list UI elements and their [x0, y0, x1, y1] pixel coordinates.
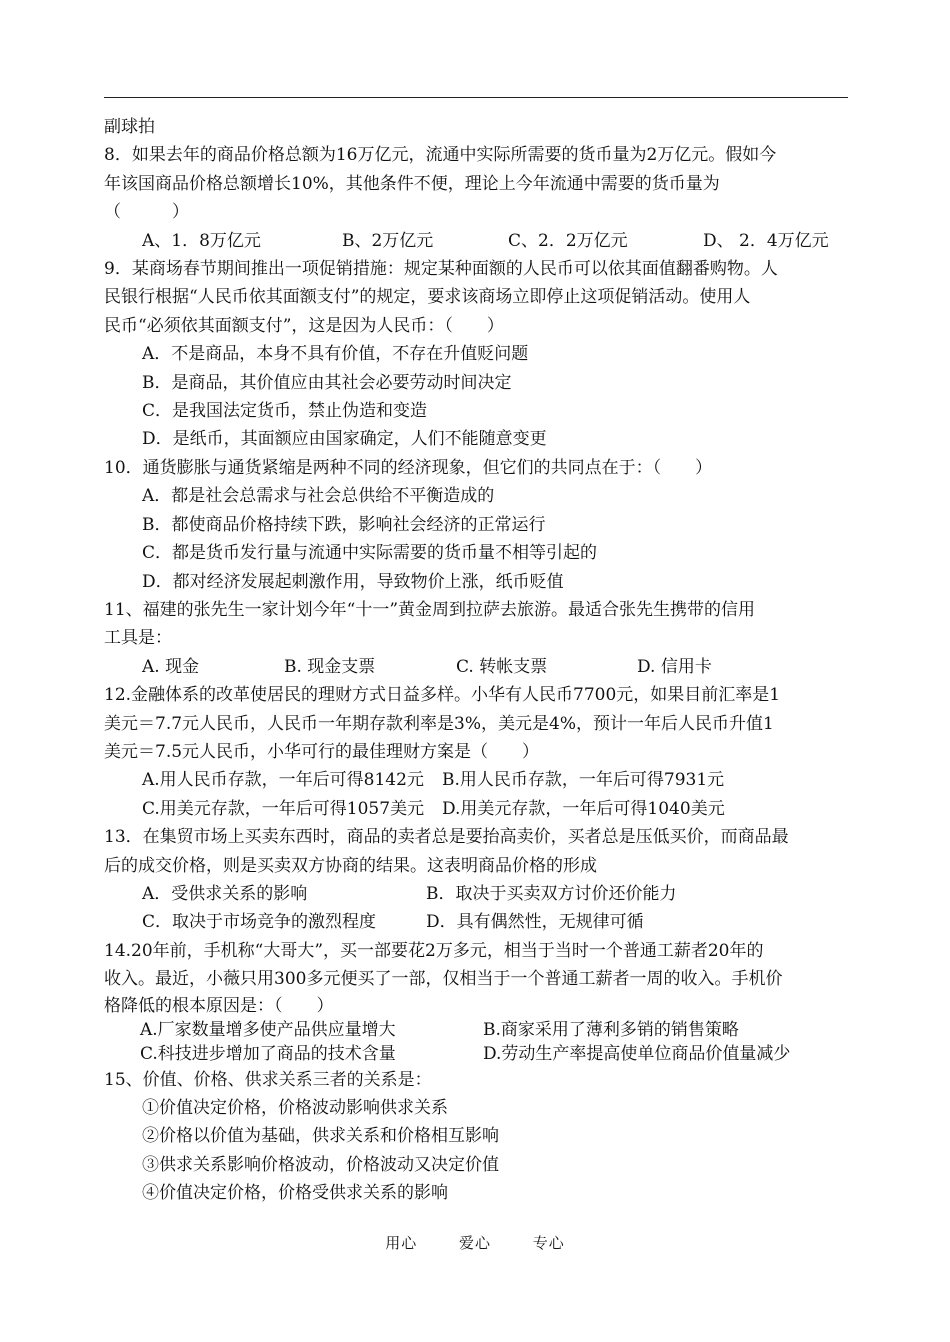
question-text: （ ） [104, 202, 189, 223]
option-d: D．是纸币，其面额应由国家确定，人们不能随意变更 [142, 429, 547, 450]
option-b: B. 现金支票 [284, 656, 376, 677]
option-d: D．都对经济发展起刺激作用，导致物价上涨，纸币贬值 [142, 571, 564, 592]
footer-text: 爱心 [458, 1234, 491, 1252]
option-c: C．取决于市场竞争的激烈程度 [142, 912, 377, 933]
options-row [104, 795, 854, 823]
option-a: A．受供求关系的影响 [142, 883, 308, 904]
question-8 [104, 141, 854, 255]
footer-text: 专心 [532, 1234, 565, 1252]
option-b: B、2万亿元 [342, 230, 434, 251]
option-d: D.用美元存款，一年后可得1040美元 [442, 798, 725, 819]
option-a: A．不是商品，本身不具有价值，不存在升值贬问题 [142, 344, 529, 365]
question-text: 14.20年前，手机称“大哥大”，买一部要花2万多元，相当于当时一个普通工薪者20年的 [104, 940, 764, 961]
option-a: A.用人民币存款，一年后可得8142元 [142, 770, 424, 791]
page-footer [0, 1232, 950, 1253]
question-text: 8．如果去年的商品价格总额为16万亿元，流通中实际所需要的货币量为2万亿元。假如今 [104, 145, 777, 166]
question-11 [104, 596, 854, 681]
option-a: A. 现金 [142, 656, 200, 677]
option-c: C．是我国法定货币，禁止伪造和变造 [142, 401, 428, 422]
question-10 [104, 454, 854, 596]
question-text: 后的成交价格，则是买卖双方协商的结果。这表明商品价格的形成 [104, 855, 597, 876]
document-body [104, 113, 854, 1208]
option-b: B.商家采用了薄利多销的销售策略 [483, 1019, 739, 1040]
option-4: ④价值决定价格，价格受供求关系的影响 [142, 1183, 448, 1204]
question-text: 9．某商场春节期间推出一项促销措施：规定某种面额的人民币可以依其面值翻番购物。人 [104, 259, 778, 280]
option-c: C.用美元存款，一年后可得1057美元 [142, 798, 425, 819]
options-row [104, 908, 854, 936]
question-text: 民币“必须依其面额支付”，这是因为人民币：（ ） [104, 315, 504, 336]
option-c: C．都是货币发行量与流通中实际需要的货币量不相等引起的 [142, 543, 598, 564]
option-b: B．都使商品价格持续下跌，影响社会经济的正常运行 [142, 514, 546, 535]
question-text: 13．在集贸市场上买卖东西时，商品的卖者总是要抬高卖价，买者总是压低买价，而商品最 [104, 827, 789, 848]
options-row [104, 227, 854, 255]
option-a: A．都是社会总需求与社会总供给不平衡造成的 [142, 486, 495, 507]
question-text: 12.金融体系的改革使居民的理财方式日益多样。小华有人民币7700元，如果目前汇率是1 [104, 685, 781, 706]
question-text: 11、福建的张先生一家计划今年“十一”黄金周到拉萨去旅游。最适合张先生携带的信用 [104, 599, 756, 620]
options-row [104, 880, 854, 908]
question-text: 美元＝7.7元人民币，人民币一年期存款利率是3%，美元是4%，预计一年后人民币升值1 [104, 713, 774, 734]
option-a: A.厂家数量增多使产品供应量增大 [140, 1019, 396, 1040]
option-c: C. 转帐支票 [456, 656, 548, 677]
option-3: ③供求关系影响价格波动，价格波动又决定价值 [142, 1154, 499, 1175]
question-9 [104, 255, 854, 454]
option-b: B．取决于买卖双方讨价还价能力 [426, 883, 677, 904]
option-d: D.劳动生产率提高使单位商品价值量减少 [483, 1043, 791, 1064]
question-15 [104, 1066, 854, 1208]
header-rule [104, 97, 848, 98]
question-text: 年该国商品价格总额增长10%，其他条件不便，理论上今年流通中需要的货币量为 [104, 173, 720, 194]
header-fragment: 副球拍 [104, 117, 155, 137]
question-text: 格降低的根本原因是：（ ） [104, 995, 334, 1016]
option-1: ①价值决定价格，价格波动影响供求关系 [142, 1098, 448, 1118]
question-text: 民银行根据“人民币依其面额支付”的规定，要求该商场立即停止这项促销活动。使用人 [104, 287, 751, 308]
option-d: D．具有偶然性，无规律可循 [426, 912, 644, 933]
options-row [104, 653, 854, 681]
option-c: C、2．2万亿元 [508, 230, 628, 251]
question-13 [104, 823, 854, 937]
question-text: 美元＝7.5元人民币，小华可行的最佳理财方案是（ ） [104, 741, 540, 762]
option-b: B．是商品，其价值应由其社会必要劳动时间决定 [142, 372, 512, 393]
option-b: B.用人民币存款，一年后可得7931元 [442, 770, 725, 791]
question-text: 15、价值、价格、供求关系三者的关系是： [104, 1069, 432, 1090]
option-2: ②价格以价值为基础，供求关系和价格相互影响 [142, 1126, 499, 1147]
options-row [104, 1018, 854, 1042]
options-row [104, 766, 854, 794]
question-text: 工具是： [104, 628, 172, 649]
options-row [104, 1042, 854, 1066]
option-c: C.科技进步增加了商品的技术含量 [140, 1043, 396, 1064]
question-12 [104, 681, 854, 823]
footer-text: 用心 [385, 1234, 418, 1252]
option-d: D. 信用卡 [637, 656, 712, 677]
question-14 [104, 937, 854, 1066]
option-a: A、1．8万亿元 [142, 230, 261, 251]
option-d: D、 2．4万亿元 [703, 230, 829, 251]
question-text: 10．通货膨胀与通货紧缩是两种不同的经济现象，但它们的共同点在于：（ ） [104, 457, 713, 478]
question-text: 收入。最近，小薇只用300多元便买了一部，仅相当于一个普通工薪者一周的收入。手机价 [104, 969, 783, 990]
